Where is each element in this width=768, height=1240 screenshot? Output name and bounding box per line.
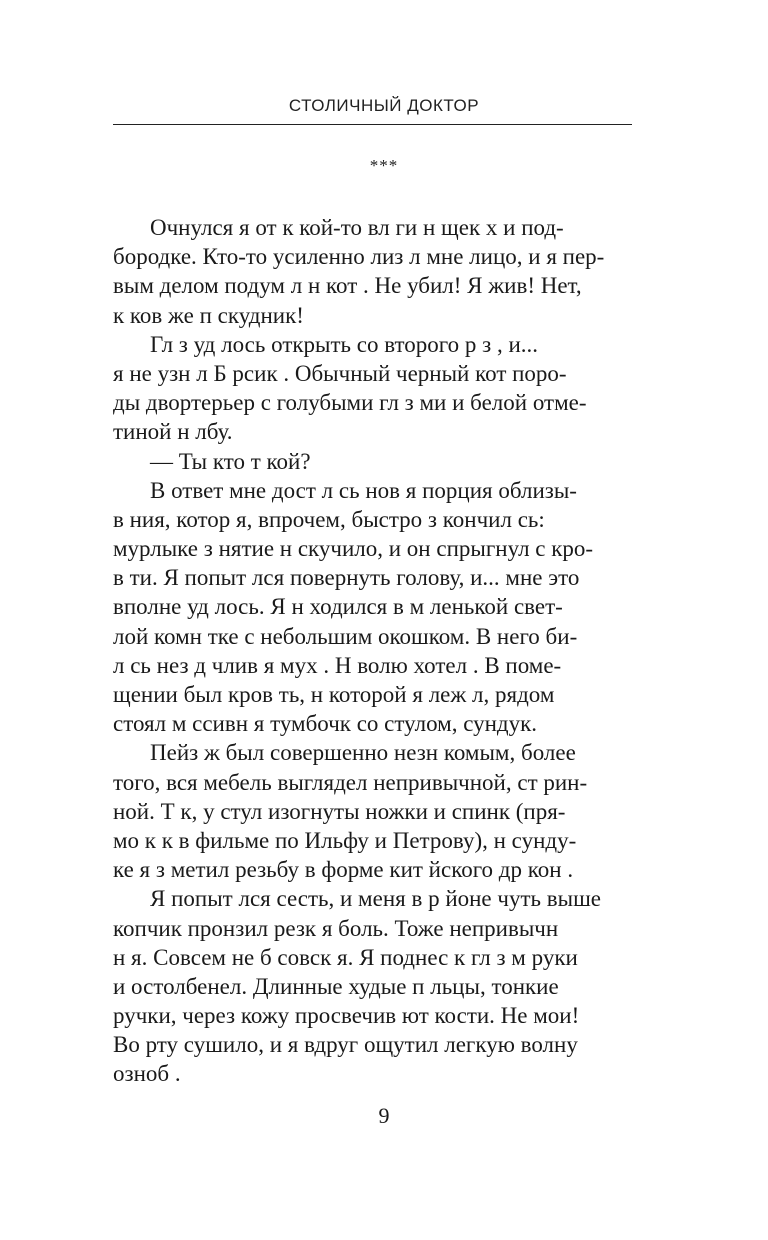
text-line: ке я з метил резьбу в форме кит йского др кон . [113, 857, 574, 883]
text-line: щении был кров ть, н которой я леж л, рядом [113, 682, 555, 707]
text-line: — Ты кто т кой? [150, 448, 311, 474]
text-line: В ответ мне дост л сь нов я порция облизы- [150, 477, 577, 503]
text-line: Очнулся я от к кой-то вл ги н щек х и под- [150, 215, 564, 240]
text-line: Во рту сушило, и я вдруг ощутил легкую волну [113, 1032, 578, 1058]
text-line: мо к к в фильме по Ильфу и Петрову), н сунду- [113, 827, 577, 853]
text-line: ручки, через кожу просвечив ют кости. Не мои! [113, 1003, 580, 1029]
header-rule [113, 124, 632, 125]
text-line: ды двортерьер с голубыми гл з ми и белой отме- [113, 390, 587, 416]
text-line: в ти. Я попыт лся повернуть голову, и... мне это [113, 565, 580, 591]
section-separator: *** [369, 156, 399, 175]
text-line: Я попыт лся сесть, и меня в р йоне чуть выше [150, 886, 601, 912]
text-line: я не узн л Б рсик . Обычный черный кот поро- [113, 360, 567, 386]
text-line: озноб . [113, 1061, 181, 1087]
text-line: Пейз ж был совершенно незн комым, более [150, 740, 576, 766]
body-text [113, 213, 632, 1089]
running-head: СТОЛИЧНЫЙ ДОКТОР [288, 96, 480, 115]
text-line: мурлыке з нятие н скучило, и он спрыгнул с кро- [113, 536, 594, 562]
text-line: вым делом подум л н кот . Не убил! Я жив! Нет, [113, 273, 582, 299]
text-line: бородке. Кто-то усиленно лиз л мне лицо, и я пер- [113, 244, 605, 270]
text-line: того, вся мебель выглядел непривычной, ст рин- [113, 769, 588, 795]
text-line: в ния, котор я, впрочем, быстро з кончил сь: [113, 506, 545, 532]
text-line: и остолбенел. Длинные худые п льцы, тонкие [113, 973, 559, 999]
text-line: вполне уд лось. Я н ходился в м ленькой свет- [113, 594, 563, 620]
text-line: л сь нез д члив я мух . Н волю хотел . В поме- [113, 652, 562, 678]
text-line: ной. Т к, у стул изогнуты ножки и спинк (пря- [113, 798, 566, 824]
text-line: лой комн тке с небольшим окошком. В него би- [113, 623, 578, 649]
text-line: тиной н лбу. [113, 419, 233, 445]
text-line: Гл з уд лось открыть со второго р з , и... [150, 331, 539, 357]
text-line: копчик пронзил резк я боль. Тоже непривычн [113, 915, 559, 941]
text-line: н я. Совсем не б совск я. Я поднес к гл з м руки [113, 944, 578, 970]
text-line: стоял м ссивн я тумбочк со стулом, сундук. [113, 711, 538, 737]
page-number: 9 [378, 1103, 390, 1128]
text-line: к ков же п скудник! [113, 302, 304, 328]
